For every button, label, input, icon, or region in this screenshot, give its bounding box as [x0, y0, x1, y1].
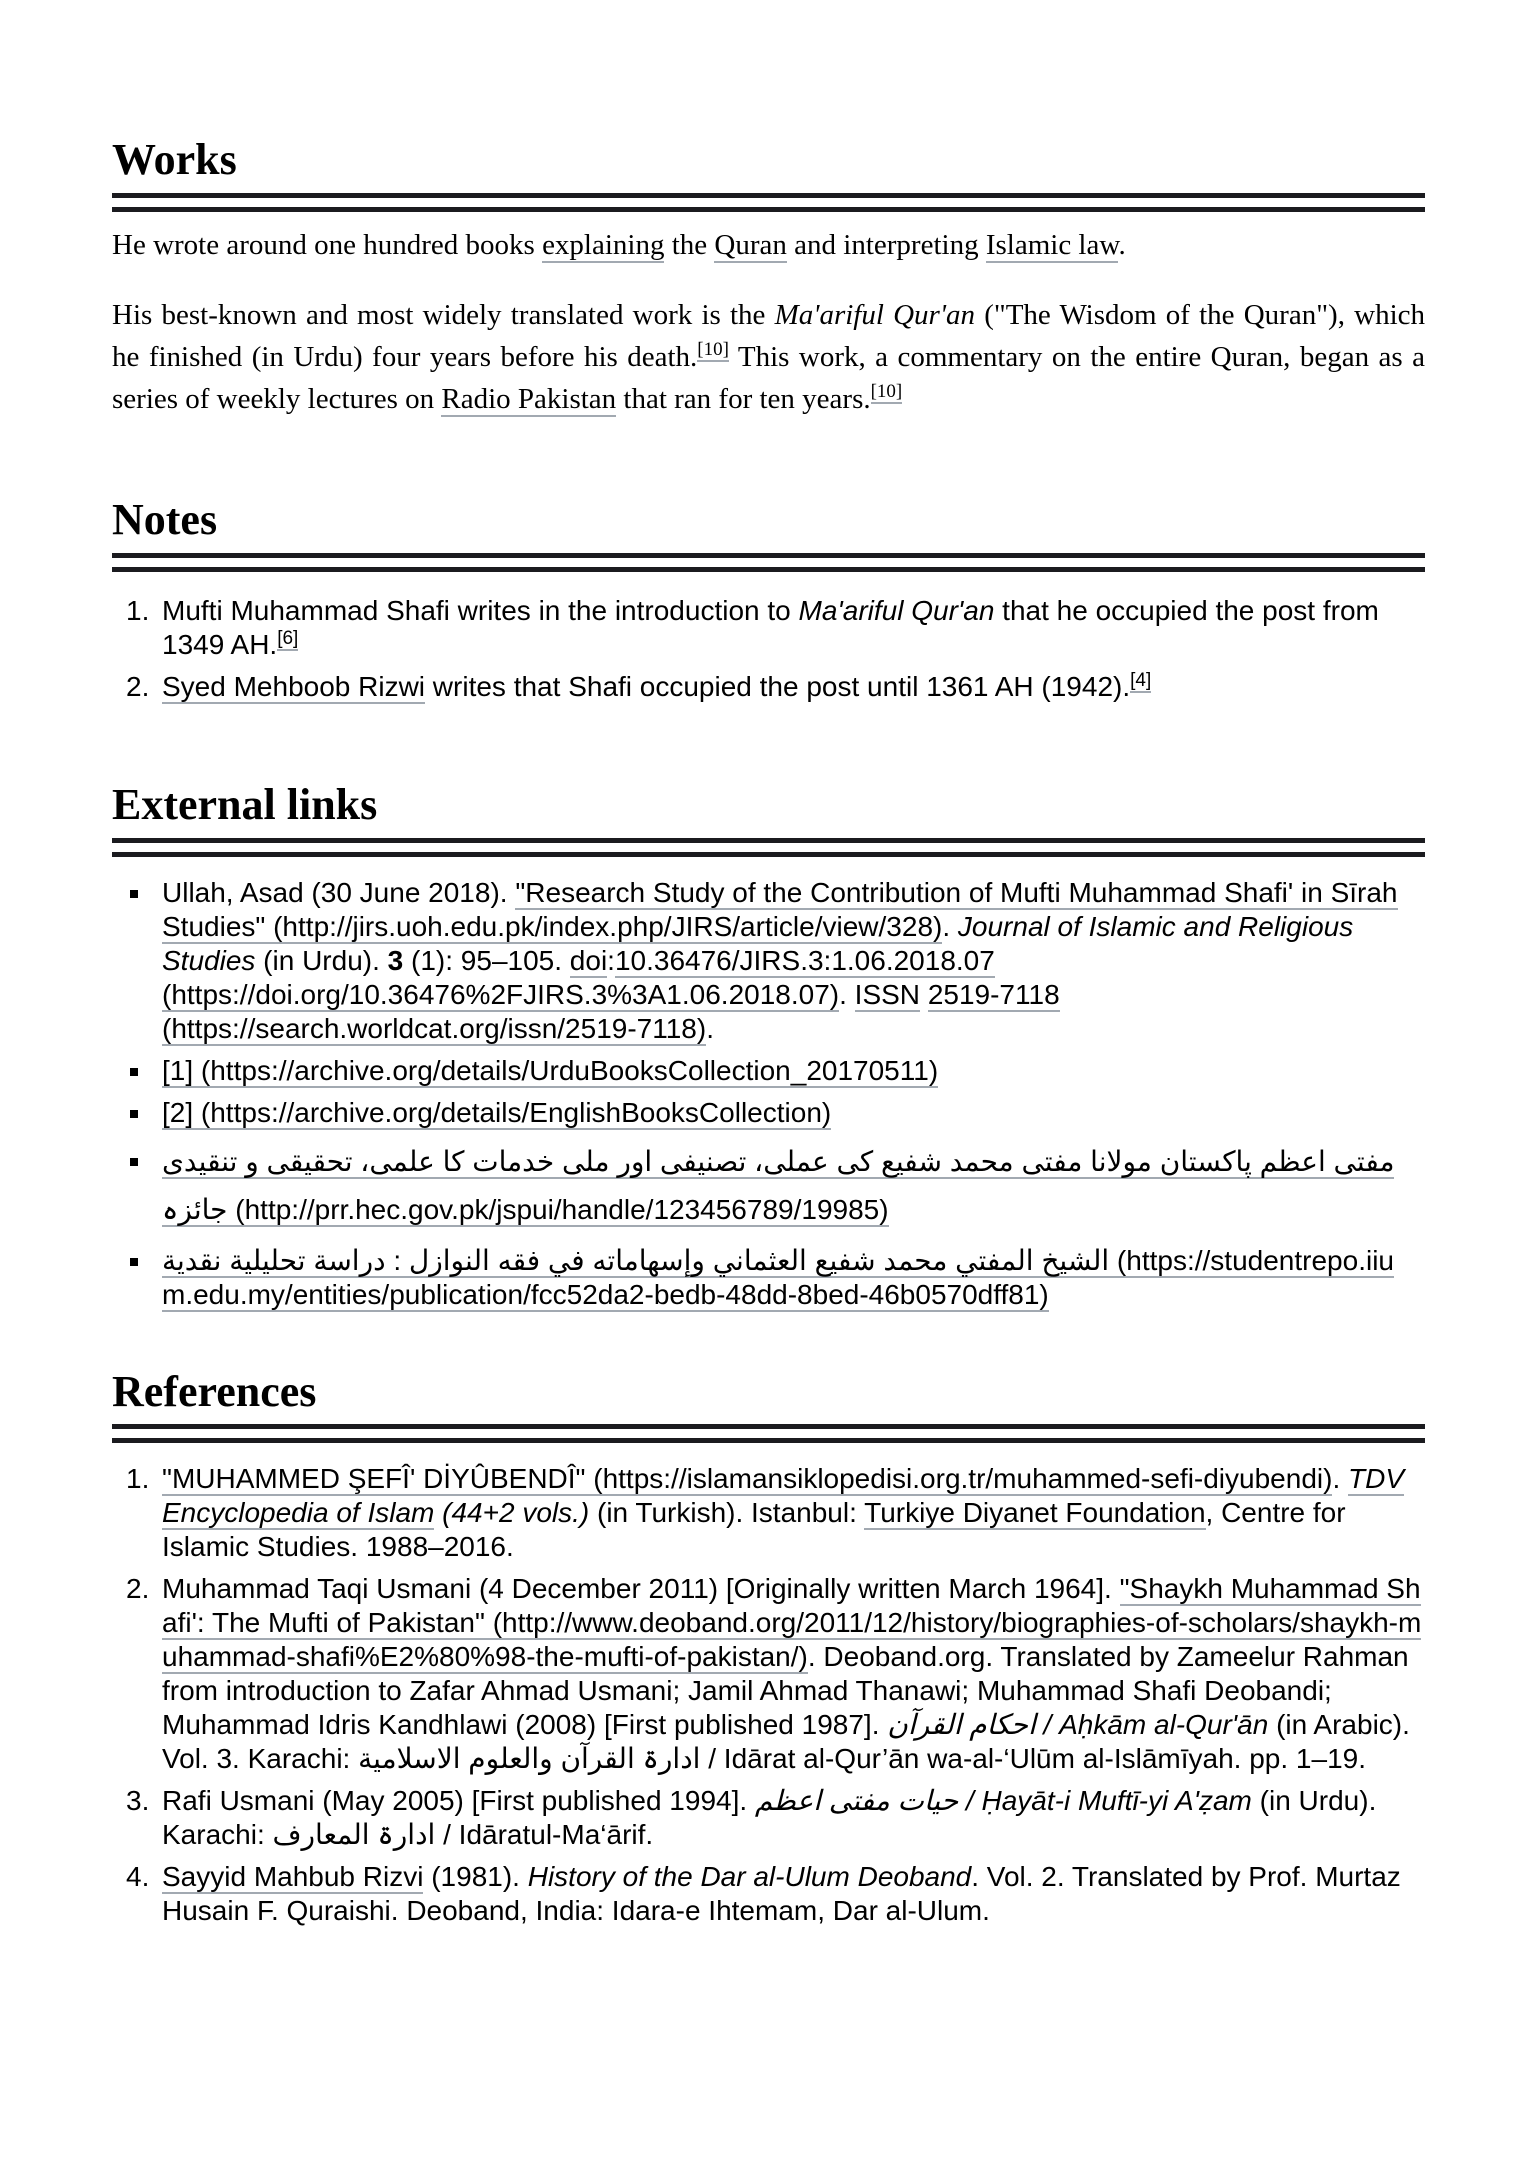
text: . Deoband.org. Translated by Zameelur Rahman from introduction to Zafar Ahmad Usmani; Jamil Ahmad Thanawi; Muhammad Shafi Deobandi; Muhammad Idris Kandhlawi (2008) [First published 1987].: [162, 1641, 1409, 1740]
arabic-title: الشيخ المفتي محمد شفيع العثماني وإسهاماته في فقه النوازل : دراسة تحليلية نقدية: [162, 1245, 1110, 1276]
text: Mufti Muhammad Shafi writes in the introduction to: [162, 595, 799, 626]
urdu-title: مفتی اعظم پاکستان مولانا مفتی محمد شفیع کی عملی، تصنیفی اور ملی خدمات کا علمی، تحقیقی و تنقیدی جائزہ: [162, 1146, 1395, 1225]
text: (in Urdu). Karachi:: [162, 1785, 1377, 1850]
list-number: 3.: [126, 1785, 150, 1816]
note-item: [112, 594, 1425, 662]
citation-ref: [697, 339, 729, 362]
works-paragraph-2: [112, 294, 1425, 420]
text: His best-known and most widely translated work is the: [112, 299, 775, 331]
external-link-item: [112, 1138, 1425, 1234]
section-heading-external-links: External links: [112, 780, 378, 829]
link-syed-mehboob-rizwi[interactable]: Syed Mehboob Rizwi: [162, 671, 426, 702]
reference-item: [112, 1784, 1425, 1852]
heading-rule: [112, 852, 1425, 857]
link-prr-hec-thesis[interactable]: [162, 1146, 1394, 1227]
bullet-icon: [130, 1068, 138, 1076]
text: .: [942, 911, 958, 942]
text: / Idārat al-Qur’ān wa-al-‘Ulūm al-Islāmīyah. pp. 1–19.: [700, 1743, 1366, 1774]
link-doi[interactable]: 10.36476/JIRS.3:1.06.2018.07 (https://doi.org/10.36476%2FJIRS.3%3A1.06.2018.07): [162, 945, 995, 1010]
bullet-icon: [130, 890, 138, 898]
list-number: 2.: [126, 671, 150, 702]
note-item: [112, 670, 1425, 704]
bullet-icon: [130, 1158, 138, 1166]
heading-rule: [112, 1438, 1425, 1443]
list-number: 4.: [126, 1861, 150, 1892]
separator: /: [1035, 1709, 1060, 1740]
text: This work, a commentary on the entire Quran, began as a series of weekly lectures on: [112, 341, 1425, 415]
text: . Vol. 2. Translated by Prof. Murtaz Husain F. Quraishi. Deoband, India: Idara-e Ihtemam, Dar al-Ulum.: [162, 1861, 1401, 1926]
text: [920, 979, 928, 1010]
link-research-study[interactable]: "Research Study of the Contribution of Mufti Muhammad Shafi' in Sīrah Studies" (http://jirs.uoh.edu.pk/index.php/JIRS/article/view/328): [162, 877, 1398, 942]
text: .: [1332, 1463, 1348, 1494]
heading-rule: [112, 553, 1425, 558]
text: that he occupied the post from 1349 AH.: [162, 595, 1379, 660]
text: that ran for ten years.: [616, 383, 871, 415]
url-text: (https://studentrepo.iium.edu.my/entities/publication/fcc52da2-bedb-48dd-8bed-46b0570dff81): [162, 1245, 1394, 1310]
heading-rule: [112, 207, 1425, 212]
citation-ref: [871, 381, 903, 404]
reference-item: [112, 1860, 1425, 1928]
work-title: TDV Encyclopedia of Islam: [162, 1463, 1404, 1528]
transliterated-title: Aḥkām al-Qur'ān: [1059, 1709, 1269, 1740]
volumes: (44+2 vols.): [442, 1497, 590, 1528]
works-paragraph-1: [112, 224, 1425, 266]
link-explaining[interactable]: explaining: [542, 229, 665, 261]
volume: 3: [387, 945, 404, 976]
bullet-icon: [130, 1258, 138, 1266]
text: and interpreting: [786, 229, 986, 261]
heading-rule: [112, 193, 1425, 198]
text: .: [1118, 229, 1126, 261]
link-issn[interactable]: 2519-7118 (https://search.worldcat.org/issn/2519-7118): [162, 979, 1060, 1044]
transliterated-title: Ḥayāt-i Muftī-yi A'ẓam: [981, 1785, 1252, 1816]
url-text: (http://prr.hec.gov.pk/jspui/handle/123456789/19985): [227, 1194, 889, 1225]
link-english-books-collection[interactable]: [2] (https://archive.org/details/EnglishBooksCollection): [162, 1097, 832, 1128]
arabic-title: احكام القرآن: [887, 1709, 1036, 1740]
separator: /: [958, 1785, 982, 1816]
text: .: [839, 979, 855, 1010]
text: Muhammad Taqi Usmani (4 December 2011) [Originally written March 1964].: [162, 1573, 1120, 1604]
external-link-item: [112, 1244, 1425, 1312]
text: (in Arabic). Vol. 3. Karachi:: [162, 1709, 1410, 1774]
section-heading-works: Works: [112, 135, 237, 184]
citation-link-4[interactable]: [4]: [1130, 669, 1152, 691]
journal-title: Journal of Islamic and Religious Studies: [162, 911, 1354, 976]
arabic-publisher: ادارۃ المعارف: [272, 1819, 436, 1850]
text: :: [607, 945, 615, 976]
link-iium-student-repo[interactable]: [162, 1245, 1394, 1312]
citation-ref: [277, 628, 298, 651]
book-title: Ma'ariful Qur'an: [798, 595, 995, 626]
link-radio-pakistan[interactable]: Radio Pakistan: [441, 383, 617, 415]
link-deoband-article[interactable]: "Shaykh Muhammad Shafi': The Mufti of Pakistan" (http://www.deoband.org/2011/12/history/biographies-of-scholars/shaykh-muhammad-shafi%E2%80%98-the-mufti-of-pakistan/): [162, 1573, 1422, 1672]
heading-rule: [112, 567, 1425, 572]
external-link-item: [112, 876, 1425, 1046]
text: (in Urdu).: [255, 945, 388, 976]
book-title: Ma'ariful Qur'an: [774, 299, 976, 331]
link-islamic-law[interactable]: Islamic law: [985, 229, 1119, 261]
urdu-title: حیات مفتی اعظم: [754, 1785, 959, 1816]
references-list: [112, 1462, 1425, 1928]
external-link-item: [112, 1096, 1425, 1130]
list-number: 1.: [126, 1463, 150, 1494]
reference-item: [112, 1462, 1425, 1564]
text: / Idāratul-Ma‘ārif.: [435, 1819, 654, 1850]
text: Ullah, Asad (30 June 2018).: [162, 877, 516, 908]
link-turkiye-diyanet-foundation[interactable]: Turkiye Diyanet Foundation: [864, 1497, 1206, 1528]
book-title: History of the Dar al-Ulum Deoband: [527, 1861, 972, 1892]
link-sayyid-mahbub-rizvi[interactable]: Sayyid Mahbub Rizvi: [162, 1861, 424, 1892]
citation-link-10[interactable]: [10]: [697, 339, 729, 361]
text: .: [706, 1013, 714, 1044]
text: writes that Shafi occupied the post until 1361 AH (1942).: [425, 671, 1131, 702]
heading-rule: [112, 1424, 1425, 1429]
list-number: 2.: [126, 1573, 150, 1604]
text: the: [664, 229, 715, 261]
bullet-icon: [130, 1110, 138, 1118]
text: (1): 95–105.: [403, 945, 570, 976]
list-number: 1.: [126, 595, 150, 626]
citation-ref: [1130, 670, 1151, 693]
link-issn-label[interactable]: ISSN: [854, 979, 921, 1010]
reference-item: [112, 1572, 1425, 1776]
external-links-list: [112, 876, 1425, 1312]
citation-link-10[interactable]: [10]: [870, 381, 903, 403]
citation-link-6[interactable]: [6]: [277, 627, 299, 649]
external-link-item: [112, 1054, 1425, 1088]
text: (in Turkish). Istanbul:: [589, 1497, 865, 1528]
link-doi-label[interactable]: doi: [569, 945, 608, 976]
heading-rule: [112, 838, 1425, 843]
section-heading-references: References: [112, 1367, 317, 1416]
link-urdu-books-collection[interactable]: [1] (https://archive.org/details/UrduBooksCollection_20170511): [162, 1055, 939, 1086]
text: (1981).: [423, 1861, 528, 1892]
text: Rafi Usmani (May 2005) [First published 1994].: [162, 1785, 755, 1816]
text: ("The Wisdom of the Quran"), which he finished (in Urdu) four years before his death.: [112, 299, 1425, 373]
link-quran[interactable]: Quran: [714, 229, 787, 261]
notes-list: [112, 594, 1425, 704]
arabic-publisher: ادارۃ القرآن والعلوم الاسلامية: [358, 1743, 701, 1774]
section-heading-notes: Notes: [112, 495, 218, 544]
text: He wrote around one hundred books: [112, 229, 543, 261]
link-tdv-entry[interactable]: "MUHAMMED ŞEFÎ' DİYÛBENDÎ" (https://islamansiklopedisi.org.tr/muhammed-sefi-diyubendi): [162, 1463, 1333, 1494]
text: [434, 1497, 442, 1528]
text: , Centre for Islamic Studies. 1988–2016.: [162, 1497, 1346, 1562]
